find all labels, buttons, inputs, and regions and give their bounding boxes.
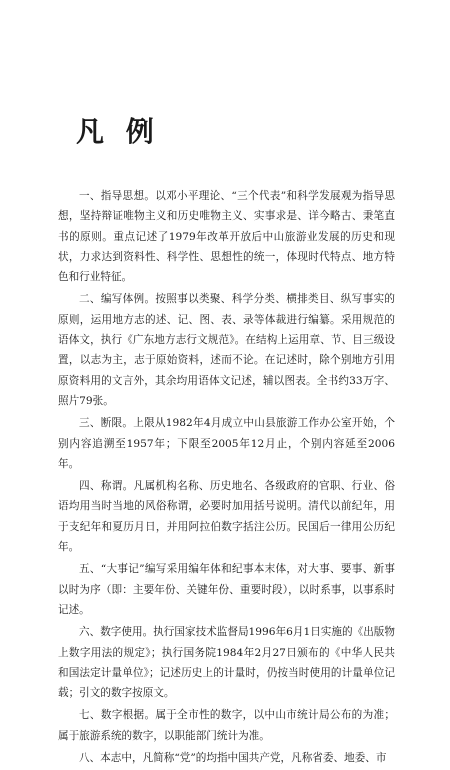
paragraph-numbers-usage: 六、数字使用。执行国家技术监督局1996年6月1日实施的《出版物上数字用法的规定》；执行国务院1984年2月27日颁布的《中华人民共和国法定计量单位》；记述历史上的计量时，仍按当时使用的计量单位记载；引文的数字按原文。	[58, 626, 395, 700]
paragraph-chronicle: 五、“大事记”编写采用编年体和纪事本末体，对大事、要事、新事以时为序（即：主要年份、关键年份、重要时段），以时系事，以事系时记述。	[58, 563, 395, 616]
body-text	[58, 186, 395, 770]
paragraph-guiding-thought: 一、指导思想。以邓小平理论、“三个代表”和科学发展观为指导思想，坚持辩证唯物主义和历史唯物主义、实事求是、详今略古、秉笔直书的原则。重点记述了1979年改革开放后中山旅游业发展的历史和现状，力求达到资料性、科学性、思想性的统一，体现时代特点、地方特色和行业特征。	[58, 190, 395, 284]
paragraph-numbers-source: 七、数字根据。属于全市性的数字，以中山市统计局公布的为准；属于旅游系统的数字，以职能部门统计为准。	[58, 709, 395, 742]
paragraph-abbreviation: 八、本志中，凡简称“党”的均指中国共产党，凡称省委、地委、市	[79, 752, 387, 765]
paragraph-style: 二、编写体例。按照事以类聚、科学分类、横排类目、纵写事实的原则，运用地方志的述、记、图、表、录等体裁进行编纂。采用规范的语体文，执行《广东地方志行文规范》。在结构上运用章、节、目三级设置，以志为主，志于原始资料，述而不论。在记述时，除个别地方引用原资料用的文言外，其余均用语体文记述，辅以图表。全书约33万字、照片79张。	[58, 293, 395, 407]
paragraph-naming: 四、称谓。凡属机构名称、历史地名、各级政府的官职、行业、俗语均用当时当地的风俗称谓，必要时加用括号说明。清代以前纪年，用于支纪年和夏历月日，并用阿拉伯数字括注公历。民国后一律用公历纪年。	[58, 480, 395, 554]
paragraph-time-limit: 三、断限。上限从1982年4月成立中山县旅游工作办公室开始，个别内容追溯至1957年；下限至2005年12月止，个别内容延至2006年。	[58, 417, 395, 470]
page-title: 凡 例	[76, 115, 160, 148]
